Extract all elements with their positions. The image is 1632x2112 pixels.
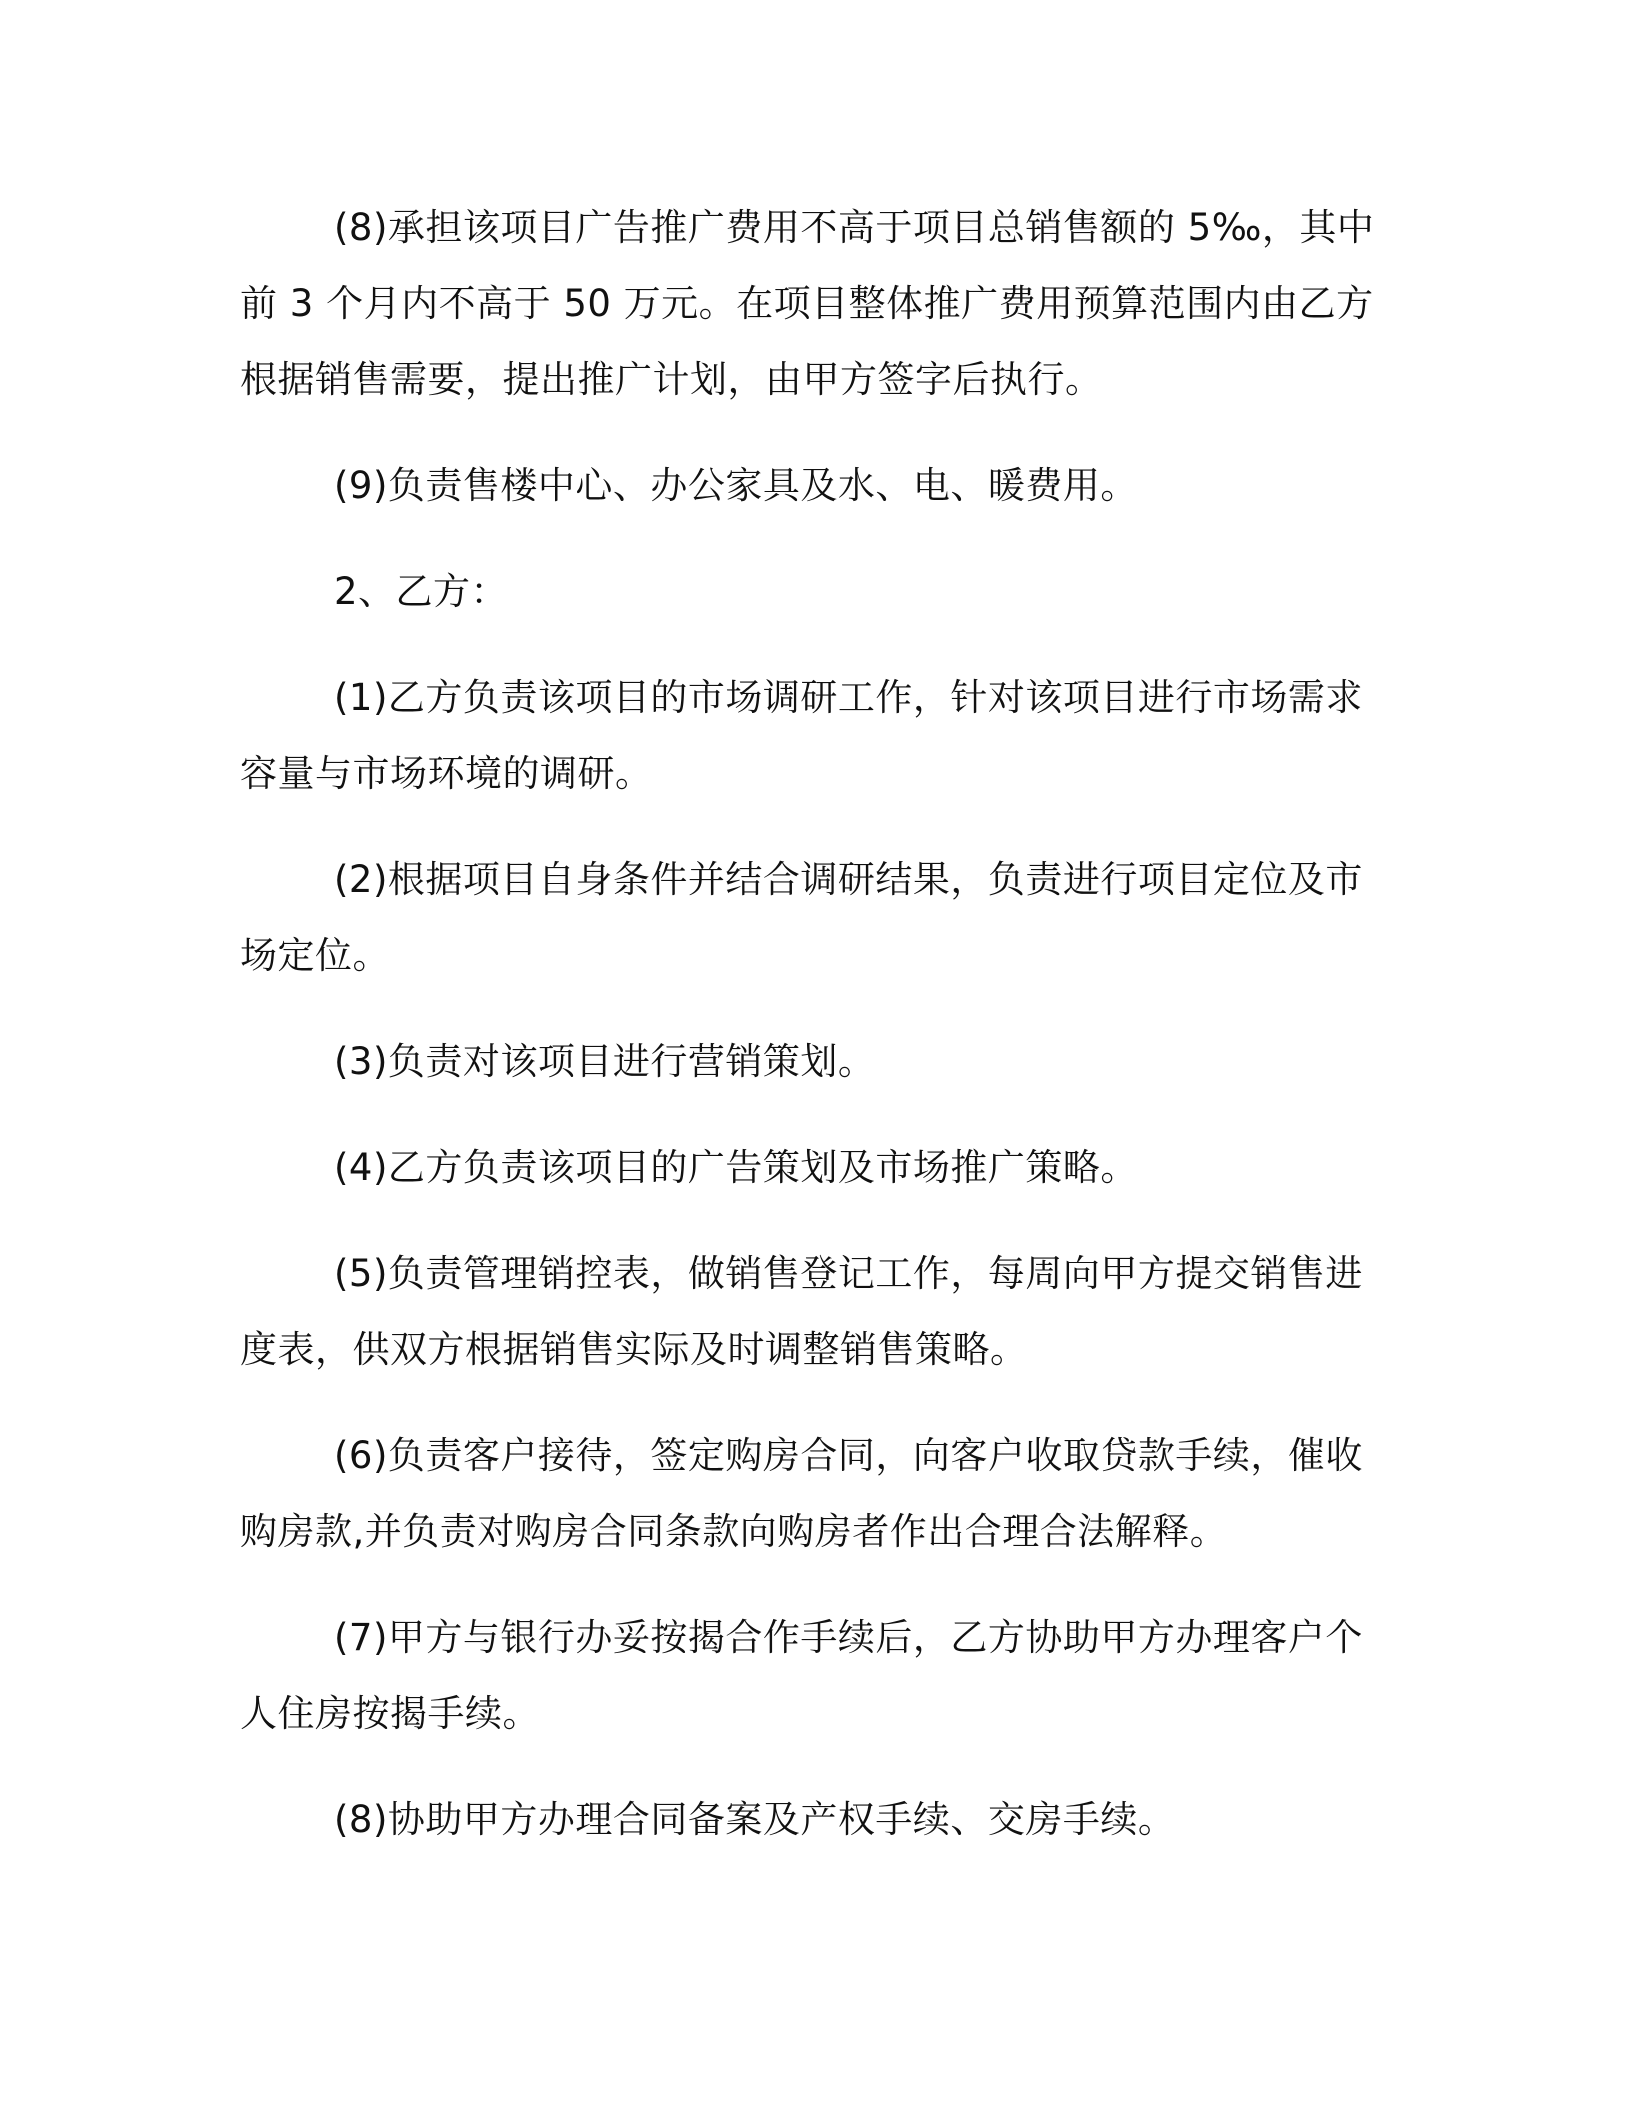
paragraph-party-b-item-5: (5)负责管理销控表，做销售登记工作，每周向甲方提交销售进度表，供双方根据销售实际及时调整销售策略。 (240, 1252, 1363, 1371)
paragraph-party-b-item-4: (4)乙方负责该项目的广告策划及市场推广策略。 (334, 1146, 1138, 1189)
paragraph-party-a-item-8: (8)承担该项目广告推广费用不高于项目总销售额的 5‰，其中前 3 个月内不高于 50 万元。在项目整体推广费用预算范围内由乙方根据销售需要，提出推广计划，由甲方签字后执行。 (240, 206, 1375, 401)
paragraph-party-b-item-3: (3)负责对该项目进行营销策划。 (334, 1040, 876, 1083)
paragraph-party-a-item-9: (9)负责售楼中心、办公家具及水、电、暖费用。 (334, 464, 1138, 507)
section-heading-party-b: 2、乙方： (334, 570, 509, 613)
paragraph-party-b-item-7: (7)甲方与银行办妥按揭合作手续后，乙方协助甲方办理客户个人住房按揭手续。 (240, 1616, 1363, 1735)
paragraph-party-b-item-6: (6)负责客户接待，签定购房合同，向客户收取贷款手续，催收购房款,并负责对购房合同条款向购房者作出合理合法解释。 (240, 1434, 1363, 1553)
paragraph-party-b-item-2: (2)根据项目自身条件并结合调研结果，负责进行项目定位及市场定位。 (240, 858, 1363, 977)
document-page (240, 190, 1392, 1858)
paragraph-party-b-item-8: (8)协助甲方办理合同备案及产权手续、交房手续。 (334, 1798, 1176, 1841)
paragraph-party-b-item-1: (1)乙方负责该项目的市场调研工作，针对该项目进行市场需求容量与市场环境的调研。 (240, 676, 1363, 795)
